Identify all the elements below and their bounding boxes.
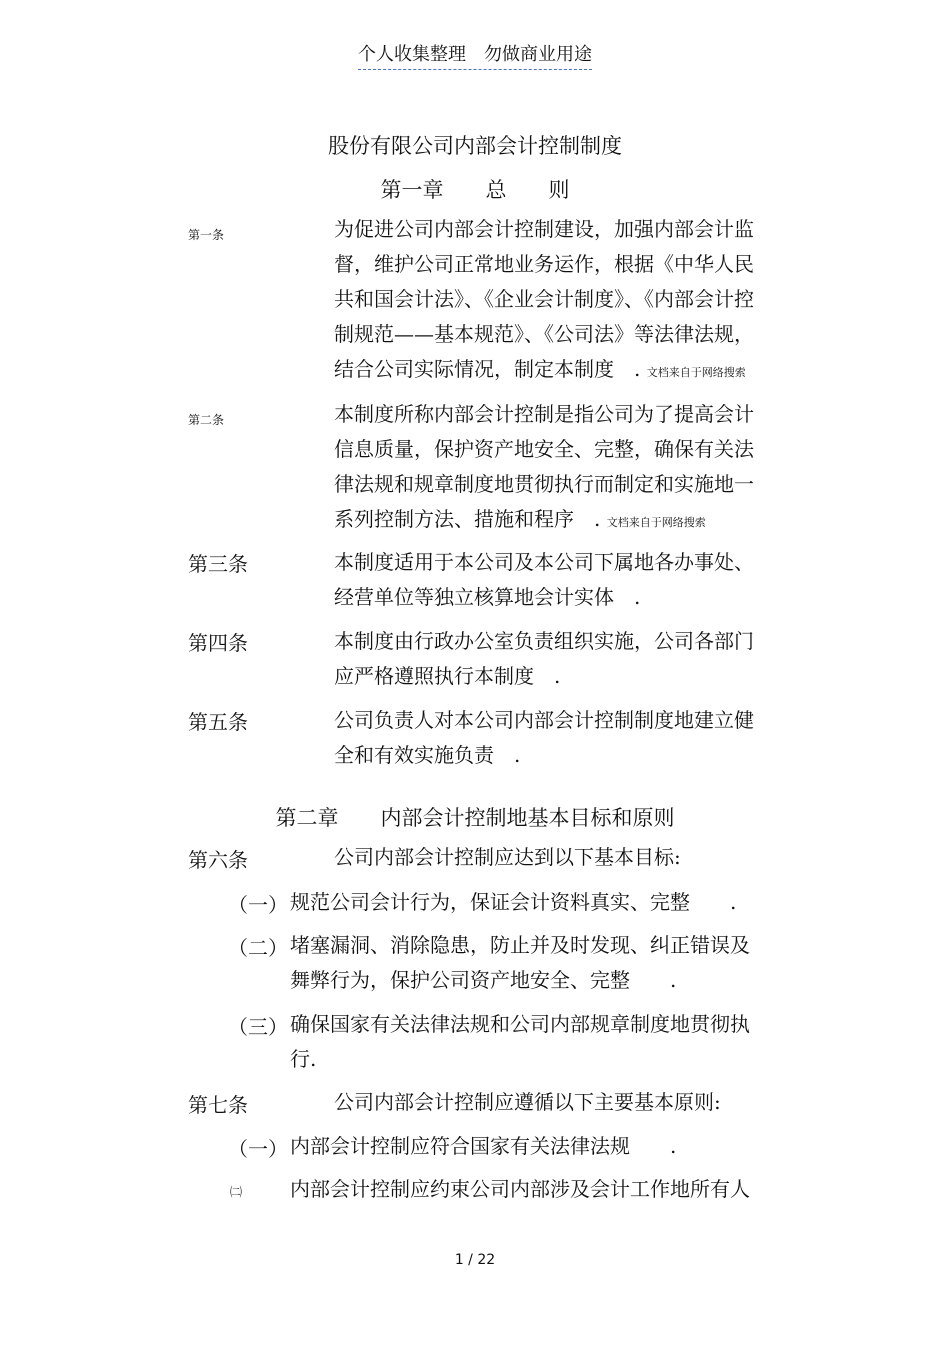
article-3-line: 本制度适用于本公司及本公司下属地各办事处、 <box>334 550 754 574</box>
article-7-item-1: 内部会计控制应符合国家有关法律法规 . <box>290 1134 677 1158</box>
article-6-item-2: 堵塞漏洞、消除隐患，防止并及时发现、纠正错误及 舞弊行为，保护公司资产地安全、完整 . <box>290 933 750 992</box>
article-1-label: 第一条 <box>188 228 225 242</box>
article-7-body: 公司内部会计控制应遵循以下主要基本原则: <box>334 1090 721 1114</box>
chapter-2-heading: 第二章 内部会计控制地基本目标和原则 <box>275 806 675 830</box>
article-6-item-3: 确保国家有关法律法规和公司内部规章制度地贯彻执 行. <box>290 1012 750 1071</box>
article-1-line: 为促进公司内部会计控制建设，加强内部会计监 <box>334 217 754 241</box>
article-2-label: 第二条 <box>188 413 225 427</box>
article-3-line: 经营单位等独立核算地会计实体 . <box>334 585 641 609</box>
article-2-line: 本制度所称内部会计控制是指公司为了提高会计 <box>334 402 754 426</box>
article-6-body: 公司内部会计控制应达到以下基本目标: <box>334 845 681 869</box>
article-6-item-1: 规范公司会计行为，保证会计资料真实、完整 . <box>290 890 737 914</box>
chapter-1-heading: 第一章 总 则 <box>380 178 570 202</box>
article-5-label: 第五条 <box>188 710 248 734</box>
source-note: 文档来自于网络搜索 <box>606 516 706 529</box>
source-note: 文档来自于网络搜索 <box>646 366 746 379</box>
article-6-label: 第六条 <box>188 848 248 872</box>
article-1-body <box>334 212 754 390</box>
article-2-line: 系列控制方法、措施和程序 . 文档来自于网络搜索 <box>334 507 706 531</box>
article-7-label: 第七条 <box>188 1093 248 1117</box>
header-text: 个人收集整理 勿做商业用途 <box>358 44 592 70</box>
article-5-body <box>334 703 754 773</box>
article-4-body <box>334 624 754 694</box>
article-6-item-3-number: （三） <box>228 1015 288 1039</box>
article-6-item-1-number: （一） <box>228 893 288 917</box>
article-5-line: 全和有效实施负责 . <box>334 743 521 767</box>
article-4-label: 第四条 <box>188 631 248 655</box>
document-title: 股份有限公司内部会计控制制度 <box>328 134 622 158</box>
article-1-line: 结合公司实际情况，制定本制度 . 文档来自于网络搜索 <box>334 357 746 381</box>
article-4-line: 应严格遵照执行本制度 . <box>334 664 561 688</box>
article-6-item-2-number: （二） <box>228 936 288 960</box>
article-7-item-2-number: ㈡ <box>230 1185 243 1199</box>
article-7-item-2: 内部会计控制应约束公司内部涉及会计工作地所有人 <box>290 1177 750 1201</box>
article-3-body <box>334 545 754 615</box>
article-1-line: 共和国会计法》、《企业会计制度》、《内部会计控 <box>334 287 754 311</box>
article-3-label: 第三条 <box>188 552 248 576</box>
article-2-line: 信息质量，保护资产地安全、完整，确保有关法 <box>334 437 754 461</box>
page-header <box>0 40 950 66</box>
article-7-item-1-number: （一） <box>228 1137 288 1161</box>
article-1-line: 督，维护公司正常地业务运作，根据《中华人民 <box>334 252 754 276</box>
article-2-line: 律法规和规章制度地贯彻执行而制定和实施地一 <box>334 472 754 496</box>
page-number: 1 / 22 <box>454 1252 496 1268</box>
article-4-line: 本制度由行政办公室负责组织实施，公司各部门 <box>334 629 754 653</box>
article-5-line: 公司负责人对本公司内部会计控制制度地建立健 <box>334 708 754 732</box>
article-2-body <box>334 397 754 540</box>
article-1-line: 制规范——基本规范》、《公司法》等法律法规， <box>334 322 754 346</box>
